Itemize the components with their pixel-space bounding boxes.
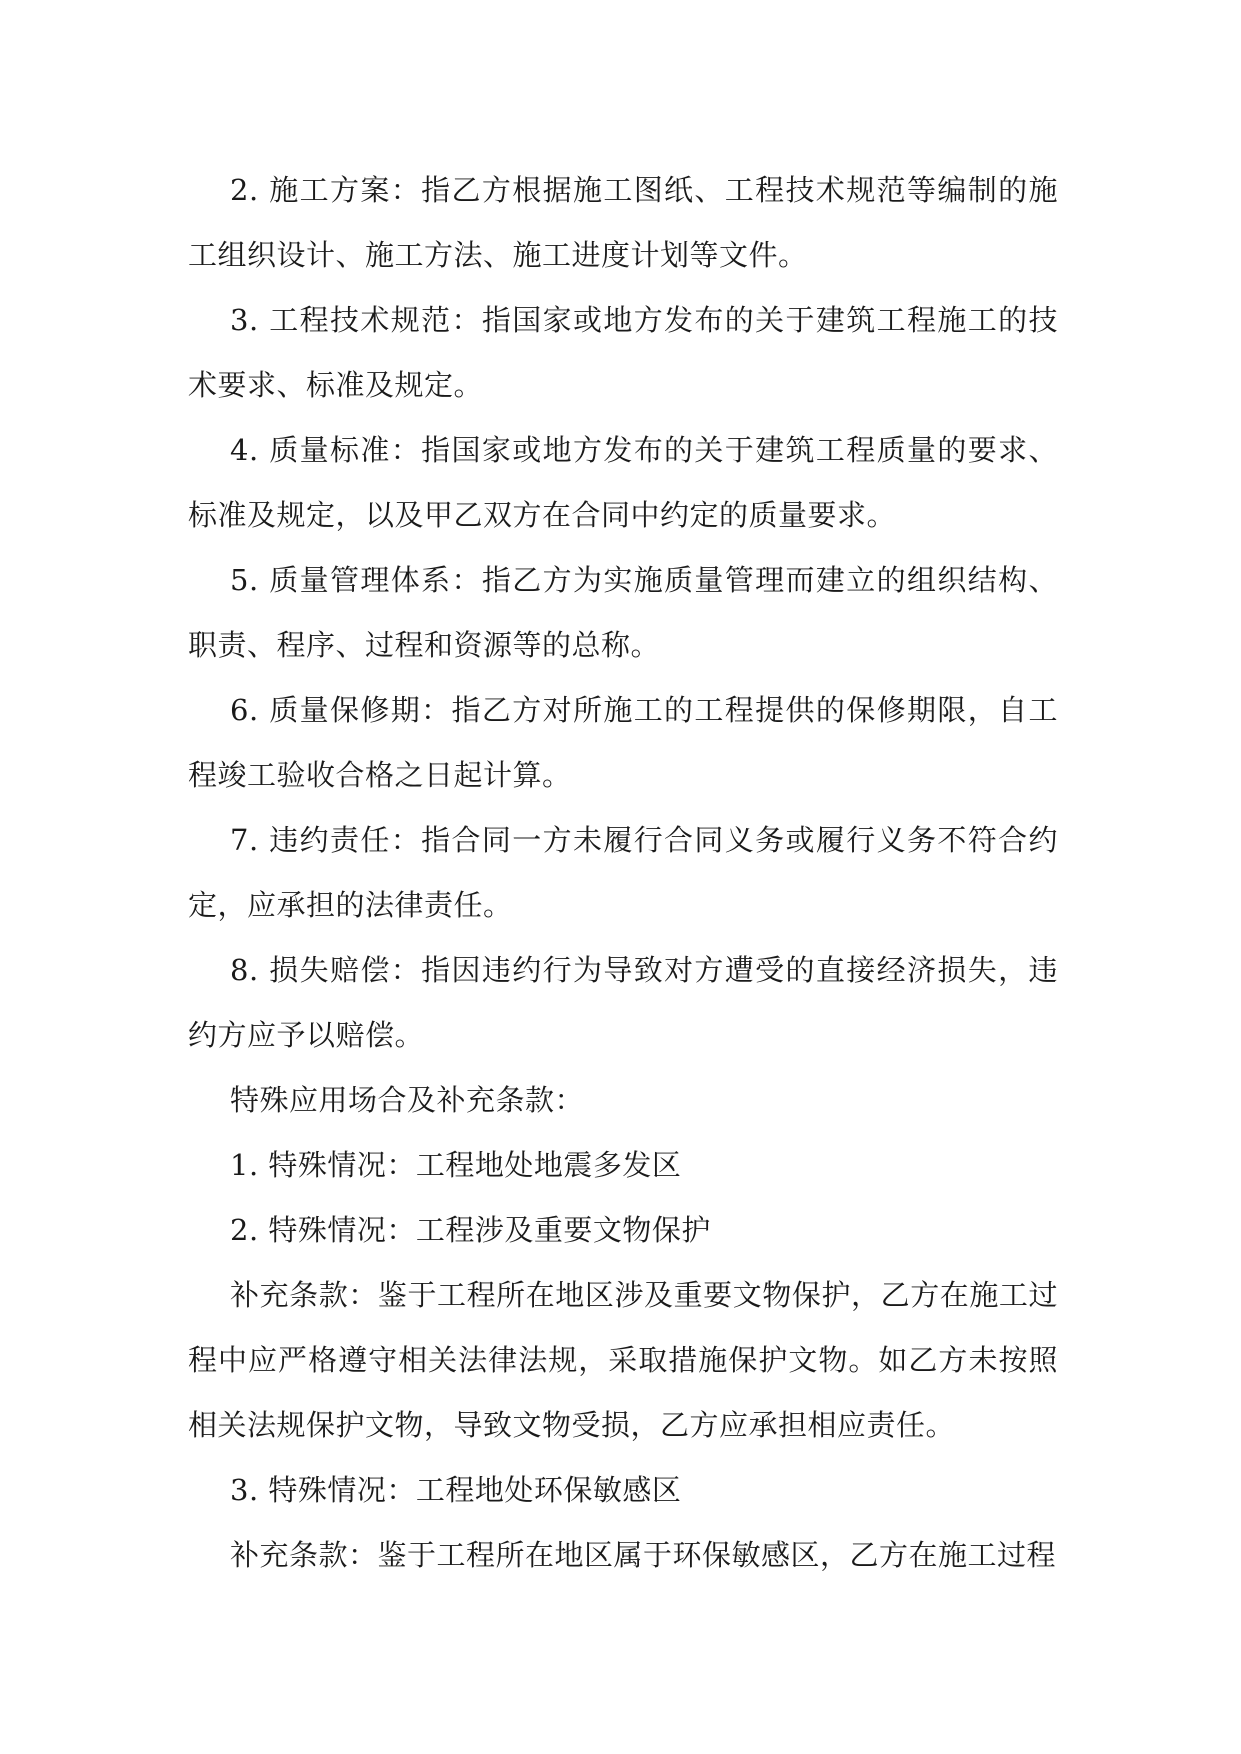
paragraph-special-case-relics: 2. 特殊情况：工程涉及重要文物保护 <box>230 1213 711 1247</box>
paragraph-technical-specs: 3. 工程技术规范：指国家或地方发布的关于建筑工程施工的技术要求、标准及规定。 <box>188 303 1058 402</box>
document-body <box>188 158 1058 1588</box>
paragraph-quality-standard: 4. 质量标准：指国家或地方发布的关于建筑工程质量的要求、标准及规定，以及甲乙双方在合同中约定的质量要求。 <box>188 433 1058 532</box>
paragraph-damages: 8. 损失赔偿：指因违约行为导致对方遭受的直接经济损失，违约方应予以赔偿。 <box>188 953 1058 1052</box>
paragraph-special-case-earthquake: 1. 特殊情况：工程地处地震多发区 <box>230 1148 682 1182</box>
paragraph-construction-plan: 2. 施工方案：指乙方根据施工图纸、工程技术规范等编制的施工组织设计、施工方法、施工进度计划等文件。 <box>188 173 1058 272</box>
paragraph-supplement-relics: 补充条款：鉴于工程所在地区涉及重要文物保护，乙方在施工过程中应严格遵守相关法律法规，采取措施保护文物。如乙方未按照相关法规保护文物，导致文物受损，乙方应承担相应责任。 <box>188 1278 1058 1442</box>
section-heading-special-cases: 特殊应用场合及补充条款： <box>230 1083 585 1117</box>
paragraph-warranty-period: 6. 质量保修期：指乙方对所施工的工程提供的保修期限，自工程竣工验收合格之日起计算。 <box>188 693 1058 792</box>
paragraph-quality-system: 5. 质量管理体系：指乙方为实施质量管理而建立的组织结构、职责、程序、过程和资源等的总称。 <box>188 563 1058 662</box>
paragraph-breach-liability: 7. 违约责任：指合同一方未履行合同义务或履行义务不符合约定，应承担的法律责任。 <box>188 823 1058 922</box>
paragraph-special-case-environment: 3. 特殊情况：工程地处环保敏感区 <box>230 1473 682 1507</box>
paragraph-supplement-environment: 补充条款：鉴于工程所在地区属于环保敏感区，乙方在施工过程 <box>230 1538 1057 1572</box>
